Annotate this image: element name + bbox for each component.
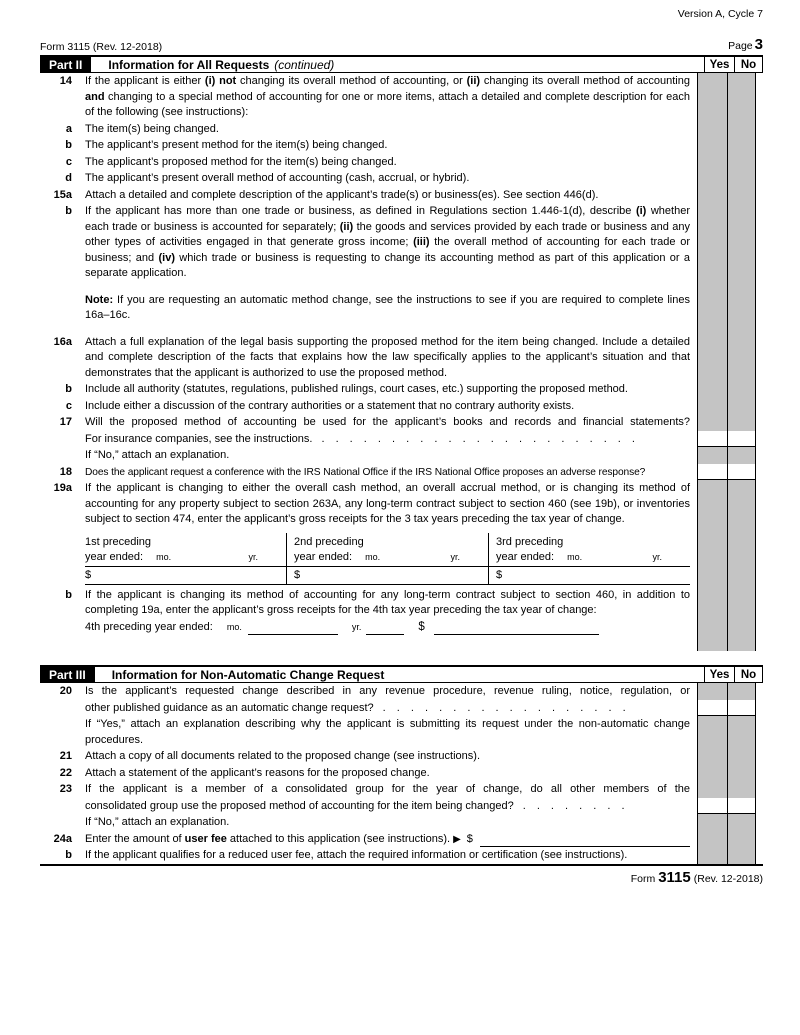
yes-cell (697, 619, 727, 652)
text-segment: other published guidance as an automatic change request? (85, 701, 374, 714)
line-text (72, 282, 697, 324)
gross-receipts-column (286, 533, 488, 585)
form-row (40, 831, 763, 848)
line-number (40, 700, 72, 717)
text-segment: If the applicant is changing to either the overall cash method, an overall accrual method, or is changing its method of accounting for any property subject to section 263A, any long-term contract subject to section 460 (see 19b), or inventories subject to section 474, enter the applicant’s gross receipts for the 3 tax years preceding the tax year of change. (85, 482, 690, 525)
part3-header-bar (40, 665, 763, 683)
question-area (40, 137, 697, 154)
footer-form-number: 3115 (658, 868, 691, 886)
line-number: 18 (59, 465, 72, 478)
form-id-header: Form 3115 (Rev. 12-2018) (40, 41, 163, 53)
no-cell (727, 831, 756, 848)
question-area (40, 398, 697, 415)
line-text (72, 414, 697, 431)
part2-header-bar (40, 55, 763, 73)
footer-form-rev: (Rev. 12-2018) (693, 872, 763, 885)
line-number (40, 798, 72, 815)
year-ended-label: year ended: (496, 550, 555, 563)
question-area (40, 414, 697, 431)
question-area (40, 585, 697, 619)
no-cell (727, 282, 756, 324)
line-text (72, 137, 697, 154)
line-number: 20 (59, 685, 72, 697)
form-row (40, 73, 763, 121)
yes-column-header: Yes (704, 667, 734, 682)
yes-cell (697, 282, 727, 324)
text-segment: If the applicant is changing its method of accounting for any long-term contract subject to section 460, in addition to completing 19a, enter the applicant’s gross receipts for the 4th tax year preceding the tax year of change: (85, 588, 690, 616)
text-segment: If the applicant has more than one trade or business, as defined in Regulations section 1.446-1(d), describe (85, 205, 636, 217)
question-area (40, 121, 697, 138)
form-row (40, 585, 763, 619)
part2-title (91, 57, 704, 72)
yes-cell (697, 683, 727, 700)
no-cell (727, 585, 756, 619)
question-area (40, 381, 697, 398)
question-area (40, 528, 697, 585)
amount-row[interactable] (489, 567, 690, 585)
question-area (40, 765, 697, 782)
yes-cell (697, 154, 727, 171)
text-segment: If the applicant is either (85, 75, 205, 87)
line-number: 19a (53, 482, 72, 494)
yes-cell (697, 814, 727, 831)
column-title: 2nd preceding (294, 535, 364, 548)
no-cell (727, 748, 756, 765)
page-header (40, 36, 763, 55)
year-ended-row (489, 550, 690, 567)
question-area (40, 203, 697, 282)
form-row (40, 324, 763, 382)
question-area (40, 700, 697, 717)
text-segment: (ii) (339, 220, 354, 233)
line-number (40, 619, 72, 652)
no-cell (727, 528, 756, 585)
line-number: b (65, 383, 72, 395)
gross-receipts-column (85, 533, 286, 585)
line-text (72, 814, 697, 831)
line-number (40, 282, 72, 324)
yes-cell (697, 447, 727, 464)
form-row (40, 700, 763, 717)
text-segment: not (219, 75, 237, 87)
form-row (40, 814, 763, 831)
line-text (72, 398, 697, 415)
yes-cell (697, 585, 727, 619)
form-row (40, 203, 763, 282)
line-text (72, 73, 697, 121)
no-cell (727, 716, 756, 748)
form-row (40, 781, 763, 798)
line-number: 15a (53, 188, 72, 201)
yes-cell (697, 170, 727, 187)
line-number: 14 (59, 75, 72, 87)
yes-cell (697, 765, 727, 782)
page-number-value: 3 (754, 36, 763, 53)
dot-leader: . . . . . . . . (522, 799, 625, 812)
no-cell (727, 414, 756, 431)
form-row (40, 137, 763, 154)
text-segment: (i) (204, 75, 216, 87)
column-title: 3rd preceding (496, 535, 564, 548)
line-text (72, 381, 697, 398)
text-segment: Attach a detailed and complete description of the applicant’s trade(s) or business(es). See section 446(d). (85, 188, 599, 201)
line-text (72, 748, 697, 765)
form-row (40, 414, 763, 431)
yes-cell (697, 137, 727, 154)
form-row (40, 528, 763, 585)
text-segment: If you are requesting an automatic method change, see the instructions to see if you are required to complete lines 16a–16c. (85, 293, 690, 321)
question-area (40, 781, 697, 798)
month-field-label: mo. (365, 551, 381, 562)
no-column-header: No (734, 57, 763, 72)
line-number: c (65, 399, 72, 412)
line-number (40, 447, 72, 464)
page-number (728, 36, 763, 53)
amount-field[interactable] (434, 622, 599, 635)
text-segment: Include either a discussion of the contrary authorities or a statement that no contrary authority exists. (85, 399, 575, 412)
page-label: Page (728, 40, 753, 52)
text-segment: and (85, 90, 105, 103)
line-text (72, 619, 697, 652)
text-segment: Attach a full explanation of the legal basis supporting the proposed method for the item being changed. Include a detailed and complete description of the facts that explains how the law specifically applies to the applicant’s situation and that demonstrates that the applicant is authorized to use the proposed method. (85, 335, 690, 379)
yes-cell (697, 748, 727, 765)
yes-cell (697, 847, 727, 864)
question-area (40, 683, 697, 700)
text-segment: The applicant’s present overall method of accounting (cash, accrual, or hybrid). (85, 172, 470, 184)
line-number: 23 (59, 783, 72, 795)
line-number: b (65, 849, 72, 861)
line-number (40, 528, 72, 585)
line-text (72, 683, 697, 700)
line-number: c (65, 155, 72, 168)
text-segment: If “Yes,” attach an explanation describing why the applicant is submitting its request under the non-automatic change procedures. (85, 718, 690, 746)
no-cell (727, 765, 756, 782)
question-area (40, 464, 697, 481)
no-cell (727, 73, 756, 121)
column-title: 1st preceding (85, 535, 152, 548)
year4-label: 4th preceding year ended: (85, 620, 213, 633)
text-segment: whether each trade or business is accounted for separately; (85, 205, 690, 233)
no-column-header: No (734, 667, 763, 682)
year-ended-label: year ended: (294, 550, 353, 563)
no-cell (727, 203, 756, 282)
part2-title-text: Information for All Requests (108, 57, 270, 72)
text-segment: Attach a statement of the applicant’s reasons for the proposed change. (85, 766, 430, 779)
text-segment: consolidated group use the proposed method of accounting for the item being changed? (85, 799, 514, 812)
part3-title-text: Information for Non-Automatic Change Request (111, 667, 385, 682)
line-text (72, 121, 697, 138)
form-row (40, 716, 763, 748)
text-segment: Attach a copy of all documents related to the proposed change (see instructions). (85, 750, 481, 762)
line-text (72, 170, 697, 187)
line-number: 24a (53, 832, 72, 845)
dollar-sign: $ (85, 568, 92, 581)
month-field-label: mo. (156, 551, 172, 562)
line-text (72, 154, 697, 171)
form-row (40, 154, 763, 171)
line-text (72, 847, 697, 864)
text-segment: For insurance companies, see the instructions. (85, 432, 313, 445)
no-cell (727, 324, 756, 382)
no-cell (727, 187, 756, 204)
question-area (40, 814, 697, 831)
text-segment: changing its overall method of accounting (480, 75, 690, 87)
text-segment: If the applicant qualifies for a reduced user fee, attach the required information or certification (see instructions). (85, 849, 628, 861)
no-cell (727, 683, 756, 700)
line-text (72, 464, 697, 481)
line-number: d (65, 172, 72, 184)
line-number: b (65, 139, 72, 151)
dot-leader: . . . . . . . . . . . . . . . . . . . . . . . (321, 432, 635, 445)
text-segment: If the applicant is a member of a consolidated group for the year of change, do all other members of the (85, 783, 690, 795)
line-number: a (65, 122, 72, 135)
form-row (40, 431, 763, 448)
year-field-label: yr. (652, 551, 662, 562)
yes-cell (697, 203, 727, 282)
yes-cell (697, 324, 727, 382)
no-cell[interactable] (727, 700, 756, 717)
text-segment: (i) (635, 205, 647, 217)
text-segment: If “No,” attach an explanation. (85, 816, 230, 828)
year-field-label: yr. (450, 551, 460, 562)
text-segment: the overall method of accounting for each trade or business; and (85, 236, 690, 264)
year-ended-row (287, 550, 488, 567)
line-text (72, 765, 697, 782)
line-number: 21 (59, 750, 72, 762)
yes-cell (697, 831, 727, 848)
month-field-label: mo. (567, 551, 583, 562)
yes-cell (697, 187, 727, 204)
form-footer (40, 866, 763, 886)
line-number: b (65, 588, 72, 601)
dollar-sign: $ (466, 832, 473, 845)
no-cell (727, 398, 756, 415)
line-number (40, 814, 72, 831)
form-row (40, 187, 763, 204)
yes-cell (697, 121, 727, 138)
part2-label: Part II (40, 57, 91, 72)
text-segment: Include all authority (statutes, regulations, published rulings, court cases, etc.) supporting the proposed method. (85, 383, 628, 395)
form-row (40, 683, 763, 700)
question-area (40, 716, 697, 748)
yes-cell (697, 381, 727, 398)
part2-title-continued: (continued) (274, 57, 335, 72)
text-segment: The applicant’s present method for the item(s) being changed. (85, 139, 388, 151)
yes-cell (697, 73, 727, 121)
footer-form-label: Form (630, 872, 656, 885)
form-row (40, 480, 763, 528)
question-area (40, 447, 697, 464)
version-note: Version A, Cycle 7 (677, 8, 763, 20)
no-cell (727, 154, 756, 171)
no-cell (727, 381, 756, 398)
line-number: 17 (59, 416, 72, 428)
user-fee-field[interactable] (480, 834, 690, 847)
question-area (40, 619, 697, 652)
form-row (40, 619, 763, 652)
question-area (40, 154, 697, 171)
part3-rows (40, 683, 763, 866)
line-text (72, 700, 697, 717)
no-cell (727, 480, 756, 528)
form-row (40, 847, 763, 864)
text-segment: changing to a special method of accounting for one or more items, attach a detailed and complete description for each of the following (see instructions): (85, 90, 690, 118)
line-number (40, 716, 72, 748)
part3-title (95, 667, 704, 682)
form-row (40, 765, 763, 782)
form-row (40, 121, 763, 138)
line-text (72, 831, 697, 848)
dot-leader: . . . . . . . . . . . . . . . . . . (382, 701, 626, 714)
year-field[interactable] (366, 622, 404, 635)
no-cell (727, 121, 756, 138)
question-area (40, 431, 697, 448)
form-row (40, 748, 763, 765)
amount-row[interactable] (287, 567, 488, 585)
text-segment: changing its overall method of accounting, or (236, 75, 467, 87)
text-segment: (ii) (466, 75, 481, 87)
no-cell (727, 781, 756, 798)
no-cell (727, 170, 756, 187)
form-row (40, 798, 763, 815)
yes-cell (697, 414, 727, 431)
year-ended-row (85, 550, 286, 567)
no-cell (727, 814, 756, 831)
form-row (40, 381, 763, 398)
no-cell (727, 137, 756, 154)
form-row (40, 282, 763, 324)
text-segment: attached to this application (see instructions). (226, 832, 451, 845)
no-cell (727, 619, 756, 652)
yes-cell[interactable] (697, 798, 727, 815)
line-text (72, 324, 697, 382)
no-cell[interactable] (727, 464, 756, 481)
text-segment: Enter the amount of (85, 832, 185, 845)
arrow-icon: ▶ (453, 833, 461, 845)
question-area (40, 282, 697, 324)
dollar-sign: $ (418, 620, 425, 633)
question-area (40, 748, 697, 765)
part3-label: Part III (40, 667, 95, 682)
line-text (72, 781, 697, 798)
text-segment: Will the proposed method of accounting be used for the applicant’s books and records and financial statements? (85, 416, 690, 428)
yes-cell (697, 398, 727, 415)
question-area (40, 480, 697, 528)
question-area (40, 187, 697, 204)
form-row (40, 464, 763, 481)
line-number: 16a (53, 335, 72, 348)
month-field[interactable] (248, 622, 338, 635)
year-ended-label: year ended: (85, 550, 144, 563)
form-row (40, 447, 763, 464)
no-cell[interactable] (727, 798, 756, 815)
text-segment: user fee (184, 832, 227, 845)
yes-cell[interactable] (697, 464, 727, 481)
yes-cell[interactable] (697, 700, 727, 717)
text-segment: which trade or business is requesting to change its accounting method as part of this application or a separate application. (85, 251, 691, 279)
text-segment: Is the applicant’s requested change described in any revenue procedure, revenue ruling, notice, regulation, or (85, 685, 690, 697)
line-number: b (65, 205, 72, 217)
year-field-label: yr. (351, 621, 362, 632)
no-cell (727, 447, 756, 464)
line-text (72, 480, 697, 528)
line-text (72, 528, 697, 585)
dollar-sign: $ (294, 568, 301, 581)
text-segment: (iii) (413, 236, 430, 248)
yes-cell (697, 716, 727, 748)
part2-rows (40, 73, 763, 651)
text-segment: Note: (85, 293, 114, 306)
text-segment: The applicant’s proposed method for the item(s) being changed. (85, 155, 397, 168)
no-cell[interactable] (727, 431, 756, 448)
month-field-label: mo. (226, 621, 242, 632)
text-segment: The item(s) being changed. (85, 122, 219, 135)
form-row (40, 398, 763, 415)
line-text (72, 447, 697, 464)
no-cell (727, 847, 756, 864)
text-segment: Does the applicant request a conference with the IRS National Office if the IRS National Office proposes an adverse response? (85, 466, 646, 478)
line-text (72, 187, 697, 204)
question-area (40, 798, 697, 815)
line-text (72, 431, 697, 448)
yes-cell (697, 528, 727, 585)
question-area (40, 831, 697, 848)
question-area (40, 324, 697, 382)
amount-row[interactable] (85, 567, 286, 585)
yes-cell[interactable] (697, 431, 727, 448)
line-number (40, 431, 72, 448)
gross-receipts-column (488, 533, 690, 585)
dollar-sign: $ (496, 568, 503, 581)
form-row (40, 170, 763, 187)
yes-cell (697, 480, 727, 528)
question-area (40, 170, 697, 187)
question-area (40, 73, 697, 121)
line-text (72, 716, 697, 748)
year-field-label: yr. (248, 551, 258, 562)
line-text (72, 798, 697, 815)
text-segment: (iv) (158, 251, 175, 264)
year4-line (85, 620, 690, 636)
line-number: 22 (59, 766, 72, 779)
question-area (40, 847, 697, 864)
text-segment: If “No,” attach an explanation. (85, 449, 230, 461)
gross-receipts-table (85, 533, 690, 585)
line-text (72, 585, 697, 619)
line-text (72, 203, 697, 282)
text-segment: the goods and services provided by each trade or business and any other types of activities engaged in that generate gross income; (85, 220, 691, 248)
yes-cell (697, 781, 727, 798)
yes-column-header: Yes (704, 57, 734, 72)
